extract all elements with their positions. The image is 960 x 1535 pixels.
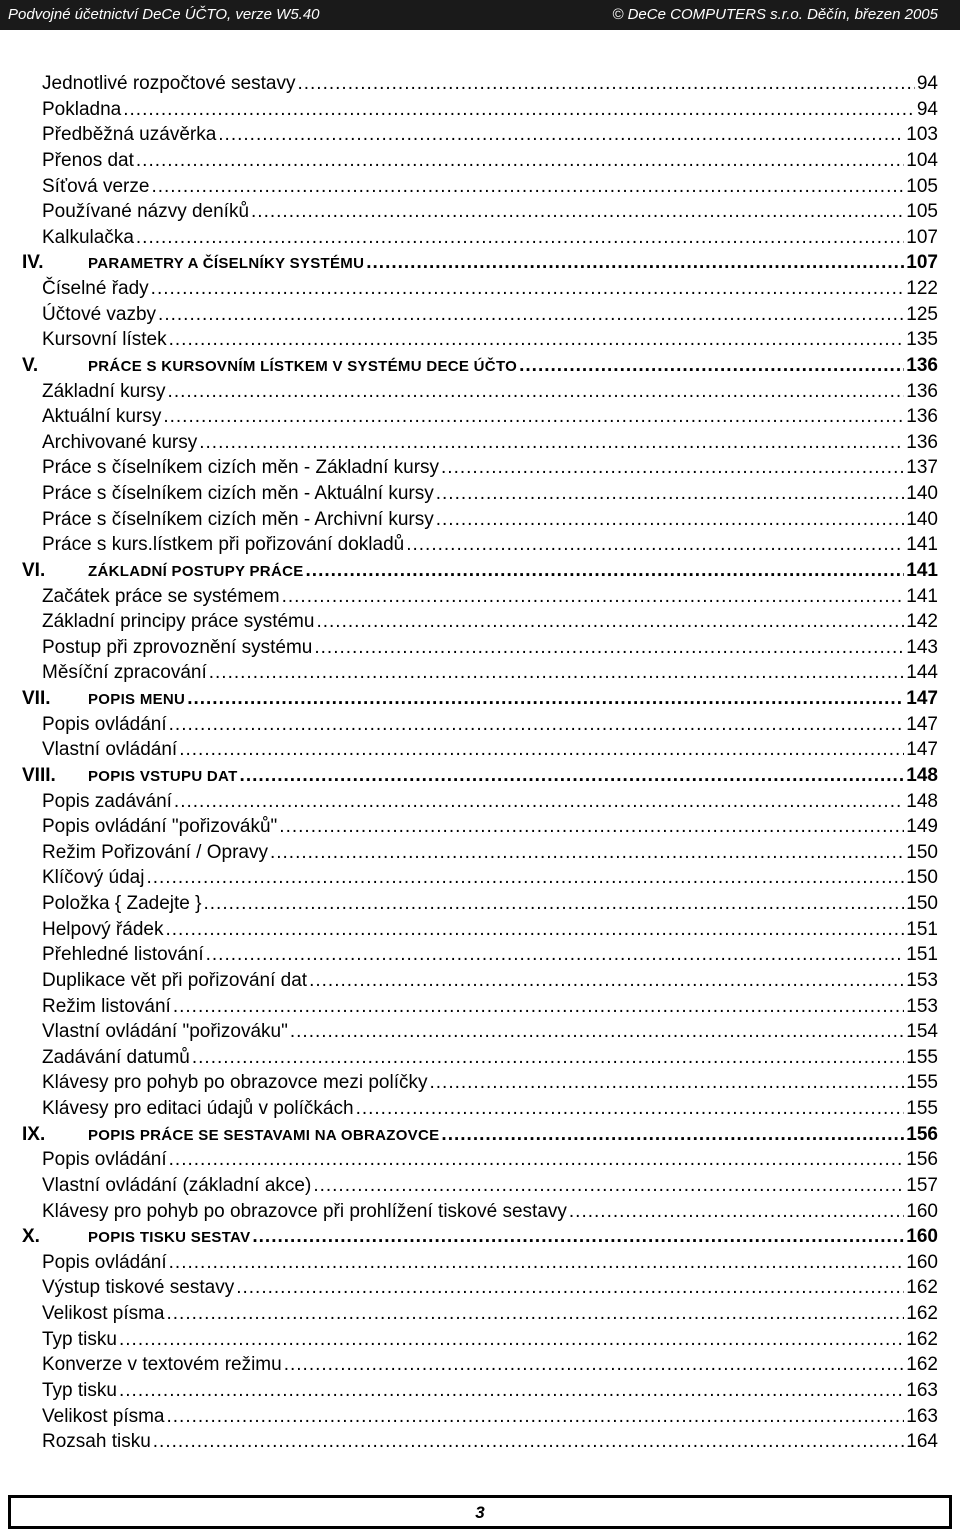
toc-dot-leader [569,1199,904,1224]
toc-dot-leader [284,1352,905,1377]
toc-entry-row[interactable] [0,507,960,533]
toc-entry-row[interactable] [0,891,960,917]
toc-page-number: 141 [906,559,938,581]
toc-dot-leader [146,865,904,890]
toc-entry-title: Klávesy pro editaci údajů v políčkách [42,1098,354,1119]
toc-page-number: 148 [906,790,938,812]
toc-entry [42,1096,938,1121]
toc-entry [88,686,938,712]
toc-page-number: 140 [906,508,938,530]
toc-dot-leader [218,122,904,147]
toc-entry-row[interactable] [0,609,960,635]
toc-entry-title: POPIS VSTUPU DAT [88,767,238,785]
toc-entry [42,122,938,147]
toc-entry-title: Práce s číselníkem cizích měn - Aktuální kursy [42,483,434,504]
toc-entry-title: Vlastní ovládání (základní akce) [42,1174,312,1196]
toc-entry-row[interactable] [0,1378,960,1404]
toc-entry-row[interactable] [0,1173,960,1199]
toc-entry-title: Klávesy pro pohyb po obrazovce při prohlížení tiskové sestavy [42,1200,567,1222]
toc-entry-row[interactable] [0,1096,960,1122]
toc-dot-leader [136,225,904,250]
table-of-contents [0,71,960,1455]
toc-entry [88,558,938,584]
toc-entry-row[interactable] [0,327,960,353]
toc-entry [42,532,938,557]
toc-entry-title: Používané názvy deníků [42,201,250,223]
toc-entry-row[interactable] [0,1429,960,1455]
toc-entry [42,712,938,737]
toc-entry-title: Měsíční zpracování [42,662,207,684]
toc-entry-row[interactable] [0,1275,960,1301]
toc-dot-leader [206,942,905,967]
toc-dot-leader [119,1378,904,1403]
toc-dot-leader [169,712,905,737]
toc-dot-leader [173,994,904,1019]
toc-page-number: 142 [906,611,938,633]
toc-page-number: 107 [906,252,938,274]
toc-entry [42,1275,938,1300]
toc-dot-leader [240,763,905,788]
toc-dot-leader [151,276,905,301]
toc-dot-leader [313,1173,904,1198]
toc-page-number: 136 [906,354,938,376]
toc-page-number: 140 [906,483,938,504]
toc-page-number: 151 [906,944,938,966]
toc-chapter-number: V. [22,354,39,376]
toc-entry-row[interactable] [0,1327,960,1353]
toc-chapter-row[interactable] [0,558,960,584]
toc-entry-title: Práce s číselníkem cizích měn - Archivní kursy [42,508,434,530]
toc-entry-title: Vlastní ovládání "pořizováku" [42,1021,288,1043]
toc-entry-row[interactable] [0,430,960,456]
toc-entry-row[interactable] [0,71,960,97]
toc-dot-leader [519,353,904,378]
toc-entry-title: Popis ovládání [42,713,167,735]
toc-entry-row[interactable] [0,840,960,866]
toc-dot-leader [314,635,904,660]
toc-entry-title: POPIS TISKU SESTAV [88,1229,251,1247]
toc-entry-title: Položka { Zadejte } [42,893,202,914]
toc-entry-title: Zadávání datumů [42,1046,190,1068]
toc-dot-leader [123,97,915,122]
toc-page-number: 107 [906,226,938,248]
page-header [0,0,960,30]
toc-entry-title: Režim listování [42,995,171,1017]
toc-dot-leader [169,1147,905,1172]
toc-entry-title: POPIS PRÁCE SE SESTAVAMI NA OBRAZOVCE [88,1126,440,1144]
toc-entry-row[interactable] [0,302,960,328]
toc-dot-leader [151,174,904,199]
page-number: 3 [475,1503,485,1522]
toc-entry-title: Kursovní lístek [42,329,167,351]
toc-entry-title: Rozsah tisku [42,1431,151,1453]
toc-entry [42,97,938,122]
toc-page-number: 151 [906,918,938,940]
toc-entry [42,1070,938,1095]
toc-page-number: 104 [906,149,938,171]
toc-entry [42,1301,938,1326]
toc-dot-leader [169,327,905,352]
toc-entry [42,1147,938,1172]
toc-entry-title: ZÁKLADNÍ POSTUPY PRÁCE [88,562,304,580]
toc-entry-title: Duplikace vět při pořizování dat [42,969,308,991]
toc-chapter-row[interactable] [0,1122,960,1148]
toc-dot-leader [136,148,904,173]
toc-dot-leader [204,891,905,916]
toc-chapter-number: IV. [22,252,44,274]
toc-entry-title: Klíčový údaj [42,867,145,889]
toc-dot-leader [282,584,905,609]
toc-entry [42,148,938,173]
toc-page-number: 103 [906,124,938,146]
toc-page-number: 94 [916,98,938,120]
toc-entry [42,1327,938,1352]
toc-entry [42,840,938,865]
toc-entry-row[interactable] [0,481,960,507]
toc-dot-leader [209,660,905,685]
toc-page-number: 160 [906,1251,938,1273]
toc-entry-row[interactable] [0,865,960,891]
toc-entry [42,635,938,660]
toc-entry-row[interactable] [0,276,960,302]
toc-entry-row[interactable] [0,532,960,558]
toc-page-number: 147 [906,688,938,709]
toc-page-number: 105 [906,201,938,223]
toc-entry-title: Helpový řádek [42,918,164,940]
toc-entry [42,1173,938,1198]
toc-entry-title: Jednotlivé rozpočtové sestavy [42,73,296,94]
toc-entry-row[interactable] [0,1019,960,1045]
toc-entry-title: Postup při zprovoznění systému [42,636,313,658]
toc-entry-row[interactable] [0,225,960,251]
toc-entry-title: PRÁCE S KURSOVNÍM LÍSTKEM V SYSTÉMU DECE ÚČTO [88,357,518,375]
toc-entry [42,199,938,224]
toc-chapter-row[interactable] [0,1224,960,1250]
toc-dot-leader [179,737,904,762]
header-document-title: Podvojné účetnictví DeCe ÚČTO, verze W5.40 [8,6,320,23]
toc-page-number: 136 [906,380,938,402]
toc-entry [42,814,938,839]
toc-dot-leader [168,379,905,404]
toc-page-number: 162 [906,1303,938,1324]
toc-entry [42,276,938,301]
toc-entry-row[interactable] [0,1404,960,1430]
toc-dot-leader [174,789,904,814]
toc-entry-title: Konverze v textovém režimu [42,1354,282,1376]
toc-page-number: 155 [906,1098,938,1119]
toc-dot-leader [441,455,904,480]
toc-page-number: 162 [906,1354,938,1376]
toc-dot-leader [441,1122,904,1147]
toc-entry-row[interactable] [0,1250,960,1276]
toc-page-number: 144 [906,662,938,684]
toc-entry-title: Síťová verze [42,175,150,197]
toc-entry [42,327,938,352]
toc-page-number: 153 [906,969,938,991]
toc-dot-leader [167,1404,905,1429]
toc-chapter-number: X. [22,1226,40,1248]
toc-entry [42,917,938,942]
toc-entry-title: Přenos dat [42,149,134,171]
toc-dot-leader [199,430,904,455]
toc-page-number: 122 [906,278,938,299]
toc-dot-leader [406,532,904,557]
toc-entry [42,481,938,506]
toc-page-number: 163 [906,1405,938,1427]
toc-entry [88,1224,938,1250]
toc-entry-row[interactable] [0,379,960,405]
toc-dot-leader [356,1096,905,1121]
toc-page-number: 141 [906,534,938,556]
toc-entry-title: Výstup tiskové sestavy [42,1277,235,1299]
toc-entry-row[interactable] [0,455,960,481]
toc-entry-title: Typ tisku [42,1379,117,1401]
toc-dot-leader [167,1301,905,1326]
toc-entry [42,789,938,814]
toc-page-number: 162 [906,1328,938,1350]
toc-page-number: 125 [906,303,938,325]
toc-dot-leader [163,404,904,429]
toc-dot-leader [169,1250,905,1275]
toc-entry [42,865,938,890]
toc-dot-leader [279,814,904,839]
toc-entry [42,968,938,993]
toc-dot-leader [436,481,905,506]
toc-entry-row[interactable] [0,584,960,610]
toc-entry [42,1019,938,1044]
toc-entry-title: Popis zadávání [42,790,172,812]
toc-dot-leader [316,609,904,634]
toc-entry-title: Velikost písma [42,1405,165,1427]
toc-chapter-number: VII. [22,688,51,709]
toc-entry [42,1199,938,1224]
toc-dot-leader [270,840,904,865]
toc-dot-leader [158,302,904,327]
toc-entry [42,379,938,404]
toc-page-number: 149 [906,816,938,838]
toc-entry [42,1429,938,1454]
toc-chapter-number: VI. [22,559,46,581]
toc-entry-title: Začátek práce se systémem [42,585,280,607]
toc-chapter-row[interactable] [0,686,960,712]
toc-entry-row[interactable] [0,1352,960,1378]
toc-entry [42,1352,938,1377]
toc-entry-title: Pokladna [42,98,122,120]
toc-page-number: 94 [916,73,938,94]
toc-entry-row[interactable] [0,97,960,123]
toc-entry-title: PARAMETRY A ČÍSELNÍKY SYSTÉMU [88,255,365,273]
toc-entry [42,1250,938,1275]
toc-page-number: 156 [906,1149,938,1171]
toc-entry-title: Aktuální kursy [42,406,162,428]
toc-entry [42,302,938,327]
header-copyright: © DeCe COMPUTERS s.r.o. Děčín, březen 2005 [612,6,938,23]
toc-chapter-number: IX. [22,1123,46,1145]
toc-dot-leader [436,507,905,532]
toc-entry-row[interactable] [0,968,960,994]
toc-entry [42,891,938,916]
toc-page-number: 157 [906,1174,938,1196]
toc-entry-row[interactable] [0,174,960,200]
toc-entry [42,507,938,532]
toc-entry-row[interactable] [0,660,960,686]
toc-entry-row[interactable] [0,1199,960,1225]
toc-dot-leader [290,1019,904,1044]
toc-entry-row[interactable] [0,1301,960,1327]
toc-chapter-row[interactable] [0,763,960,789]
toc-entry-title: Účtové vazby [42,303,157,325]
toc-entry [42,455,938,480]
toc-dot-leader [187,686,904,711]
toc-entry-title: Archivované kursy [42,431,198,453]
toc-entry-title: Základní kursy [42,380,166,402]
toc-entry-row[interactable] [0,994,960,1020]
page-footer [8,1495,952,1529]
toc-page-number: 148 [906,764,938,786]
toc-page-number: 153 [906,995,938,1017]
toc-entry-row[interactable] [0,148,960,174]
toc-entry-title: Velikost písma [42,1303,165,1324]
toc-entry-title: Základní principy práce systému [42,611,315,633]
toc-page-number: 141 [906,585,938,607]
toc-entry-row[interactable] [0,1070,960,1096]
toc-dot-leader [429,1070,904,1095]
toc-entry-title: Klávesy pro pohyb po obrazovce mezi políčky [42,1072,428,1094]
toc-dot-leader [252,1224,904,1249]
toc-entry-title: Typ tisku [42,1328,117,1350]
toc-page-number: 135 [906,329,938,351]
toc-page-number: 147 [906,739,938,761]
toc-entry-row[interactable] [0,635,960,661]
toc-entry-title: POPIS MENU [88,691,186,708]
toc-entry [42,71,938,96]
toc-page-number: 155 [906,1072,938,1094]
toc-entry [88,353,938,379]
toc-dot-leader [153,1429,905,1454]
toc-page-number: 143 [906,636,938,658]
toc-chapter-number: VIII. [22,764,56,786]
toc-entry [42,609,938,634]
toc-chapter-row[interactable] [0,353,960,379]
toc-page-number: 137 [906,457,938,479]
toc-dot-leader [165,917,904,942]
toc-page-number: 164 [906,1431,938,1453]
toc-entry [42,174,938,199]
toc-entry-title: Předběžná uzávěrka [42,124,217,146]
toc-dot-leader [309,968,904,993]
toc-entry [88,763,938,789]
toc-chapter-row[interactable] [0,250,960,276]
toc-entry-row[interactable] [0,404,960,430]
toc-entry [42,1378,938,1403]
toc-entry [42,1045,938,1070]
toc-page-number: 150 [906,893,938,914]
toc-entry [42,994,938,1019]
toc-dot-leader [119,1327,904,1352]
toc-page-number: 136 [906,431,938,453]
toc-dot-leader [366,250,904,275]
toc-entry-row[interactable] [0,737,960,763]
toc-entry [42,404,938,429]
toc-entry [42,737,938,762]
toc-entry [42,225,938,250]
toc-page-number: 163 [906,1379,938,1401]
toc-entry-row[interactable] [0,942,960,968]
toc-page-number: 136 [906,406,938,428]
toc-entry-row[interactable] [0,789,960,815]
toc-dot-leader [236,1275,904,1300]
toc-page-number: 156 [906,1123,938,1145]
toc-entry [42,660,938,685]
toc-dot-leader [251,199,904,224]
toc-entry [42,1404,938,1429]
toc-entry [88,1122,938,1148]
toc-entry [42,584,938,609]
toc-entry-title: Popis ovládání "pořizováků" [42,816,278,838]
toc-dot-leader [297,71,914,96]
toc-entry-title: Popis ovládání [42,1251,167,1273]
toc-entry-title: Kalkulačka [42,226,134,248]
toc-page-number: 150 [906,841,938,863]
toc-page-number: 155 [906,1046,938,1068]
toc-entry [42,430,938,455]
toc-dot-leader [192,1045,904,1070]
toc-page-number: 162 [906,1277,938,1299]
toc-dot-leader [306,558,905,583]
toc-entry-row[interactable] [0,199,960,225]
toc-entry-row[interactable] [0,1045,960,1071]
toc-page-number: 105 [906,175,938,197]
toc-page-number: 147 [906,713,938,735]
toc-page-number: 154 [906,1021,938,1043]
toc-page-number: 160 [906,1226,938,1248]
toc-page-number: 160 [906,1200,938,1222]
toc-entry-row[interactable] [0,712,960,738]
toc-page-number: 150 [906,867,938,889]
toc-entry-title: Režim Pořizování / Opravy [42,841,268,863]
toc-entry-title: Číselné řady [42,278,149,299]
toc-entry-title: Popis ovládání [42,1149,167,1171]
toc-entry-title: Přehledné listování [42,944,204,966]
toc-entry-row[interactable] [0,122,960,148]
toc-entry [42,942,938,967]
toc-entry-row[interactable] [0,917,960,943]
toc-entry-title: Práce s číselníkem cizích měn - Základní kursy [42,457,440,479]
toc-entry [88,250,938,276]
toc-entry-title: Práce s kurs.lístkem při pořizování dokladů [42,534,405,556]
toc-entry-row[interactable] [0,814,960,840]
toc-entry-row[interactable] [0,1147,960,1173]
toc-entry-title: Vlastní ovládání [42,739,178,761]
